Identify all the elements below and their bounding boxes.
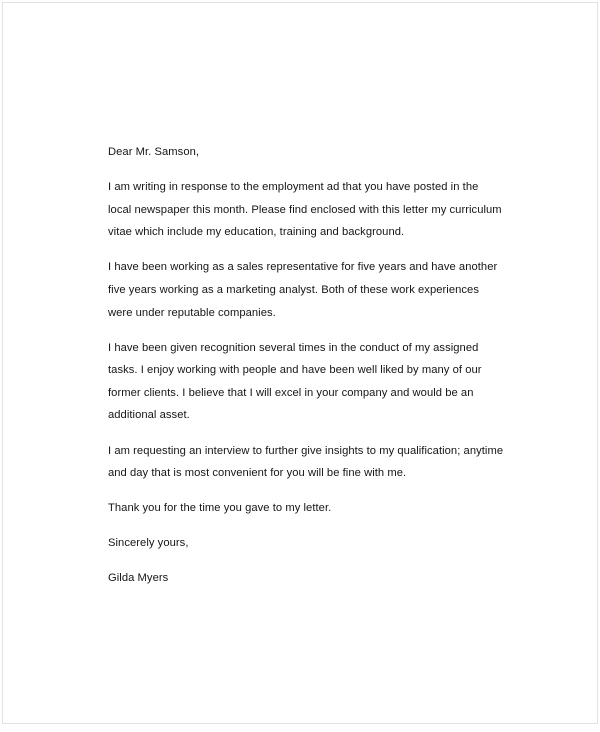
letter-paragraph-5: Thank you for the time you gave to my letter. [108,502,332,515]
letter-paragraph-4: I am requesting an interview to further give insights to my qualification; anytime and day that is most convenient for you will be fine with me. [108,444,504,480]
letter-paragraph-1: I am writing in response to the employment ad that you have posted in the local newspaper this month. Please find enclosed with this letter my curriculum vitae which include my education, training and background. [108,181,502,239]
letter-paragraph-2: I have been working as a sales representative for five years and have another five years working as a marketing analyst. Both of these work experiences were under reputable companies. [108,261,498,319]
letter-salutation: Dear Mr. Samson, [108,146,200,158]
letter-body [108,141,504,590]
letter-paragraph-3: I have been given recognition several times in the conduct of my assigned tasks. I enjoy working with people and have been well liked by many of our former clients. I believe that I will excel in your company and would be an additional asset. [108,341,482,422]
letter-page [2,2,598,724]
letter-signature-name: Gilda Myers [108,572,169,585]
letter-closing: Sincerely yours, [108,537,189,550]
